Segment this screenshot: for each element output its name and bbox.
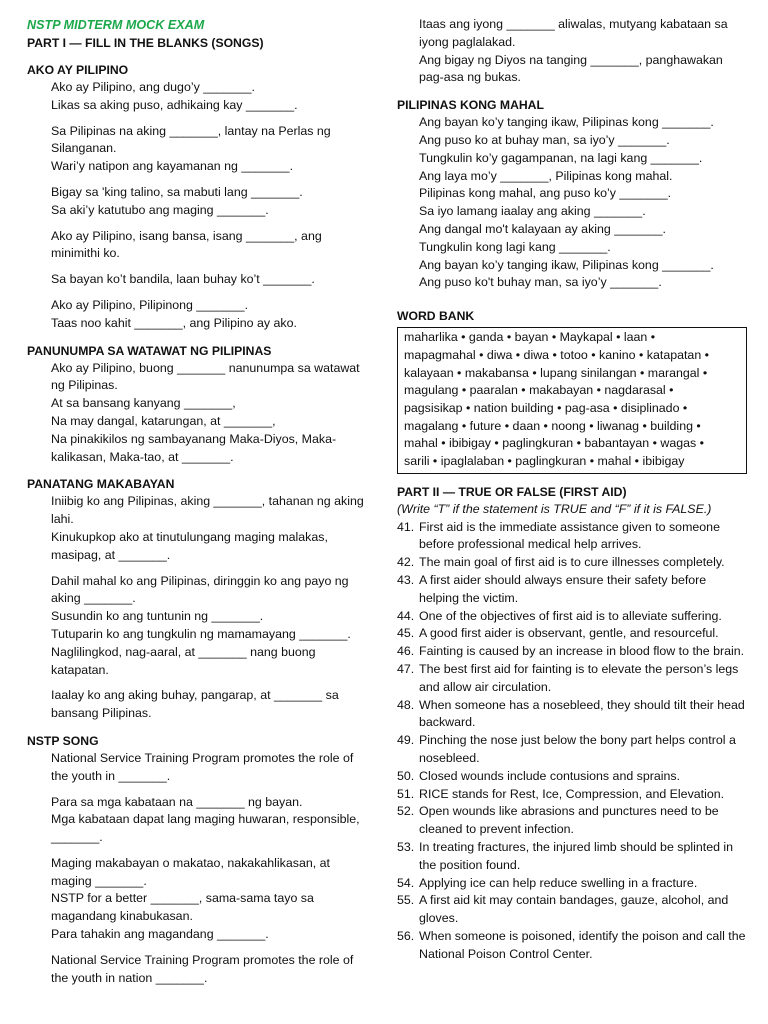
song-title-panatang-makabayan: PANATANG MAKABAYAN	[27, 477, 175, 492]
lyric-line: Na may dangal, katarungan, at _______,	[51, 413, 276, 428]
lyric-line: Itaas ang iyong _______ aliwalas, mutyang kabataan sa iyong paglalakad.	[419, 17, 728, 49]
lyric-line: Naglilingkod, nag-aaral, at _______ nang buong katapatan.	[51, 644, 316, 677]
question-number: 56.	[397, 928, 415, 943]
stanza	[27, 952, 373, 988]
question-item	[397, 554, 747, 572]
stanza	[27, 573, 373, 680]
lyric-line: Dahil mahal ko ang Pilipinas, diringgin ko ang payo ng aking _______.	[51, 573, 349, 606]
word-bank-heading: WORD BANK	[397, 309, 475, 324]
lyric-line: Ako ay Pilipino, ang dugo’y _______.	[51, 80, 255, 94]
lyric-line: Bigay sa 'king talino, sa mabuti lang _______.	[51, 184, 303, 199]
question-number: 47.	[397, 661, 415, 676]
lyric-line: Ako ay Pilipino, isang bansa, isang _______, ang minimithi ko.	[51, 228, 322, 261]
part1-heading: PART I — FILL IN THE BLANKS (SONGS)	[27, 36, 264, 50]
lyric-line: National Service Training Program promotes the role of the youth in nation _______.	[51, 952, 354, 985]
word-bank-line: magalang • future • daan • noong • liwanag • building •	[404, 418, 701, 433]
question-number: 43.	[397, 572, 415, 587]
word-bank-line: magulang • paaralan • makabayan • nagdarasal •	[404, 383, 674, 398]
question-item	[397, 786, 747, 804]
lyric-line: Tungkulin kong lagi kang _______.	[419, 239, 611, 254]
word-bank-line: pagsisikap • nation building • pag-asa • disiplinado •	[404, 400, 688, 415]
question-number: 41.	[397, 519, 415, 534]
question-number: 48.	[397, 697, 415, 712]
question-text: Pinching the nose just below the bony part helps control a nosebleed.	[419, 733, 736, 765]
song-title-panunumpa: PANUNUMPA SA WATAWAT NG PILIPINAS	[27, 343, 272, 358]
question-text: Open wounds like abrasions and punctures need to be cleaned to prevent infection.	[419, 804, 719, 837]
question-text: First aid is the immediate assistance given to someone before professional medical help arrives.	[419, 519, 720, 552]
exam-title: NSTP MIDTERM MOCK EXAM	[27, 18, 205, 32]
stanza	[27, 750, 373, 786]
question-item	[397, 732, 747, 768]
word-bank-line: maharlika • ganda • bayan • Maykapal • laan •	[404, 330, 656, 345]
question-number: 45.	[397, 626, 415, 641]
lyric-line: Sa Pilipinas na aking _______, lantay na Perlas ng Silanganan.	[51, 123, 331, 156]
lyric-line: Para tahakin ang magandang _______.	[51, 927, 269, 942]
question-item	[397, 625, 747, 643]
question-item	[397, 875, 747, 893]
part2-heading: PART II — TRUE OR FALSE (FIRST AID)	[397, 484, 627, 499]
stanza	[27, 123, 373, 176]
lyric-line: Ang bayan ko’y tanging ikaw, Pilipinas kong _______.	[419, 115, 714, 130]
lyric-line: Tungkulin ko’y gagampanan, na lagi kang _______.	[419, 150, 703, 165]
stanza	[27, 79, 373, 115]
right-column	[397, 16, 747, 964]
question-text: The best first aid for fainting is to elevate the person’s legs and allow air circulation.	[419, 661, 739, 694]
lyric-line: Sa iyo lamang iaalay ang aking _______.	[419, 204, 646, 219]
lyric-line: Maging makabayan o makatao, nakakahlikasan, at maging _______.	[51, 855, 330, 888]
question-text: Applying ice can help reduce swelling in a fracture.	[419, 875, 698, 890]
question-number: 53.	[397, 839, 415, 854]
word-bank-line: sarili • ipaglalaban • paglingkuran • mahal • ibibigay	[404, 454, 685, 469]
lyric-line: At sa bansang kanyang _______,	[51, 396, 236, 411]
lyric-line: Ang bigay ng Diyos na tanging _______, panghawakan pag-asa ng bukas.	[419, 52, 723, 85]
question-item	[397, 697, 747, 733]
question-text: RICE stands for Rest, Ice, Compression, and Elevation.	[419, 786, 725, 801]
lyric-line: Para sa mga kabataan na _______ ng bayan.	[51, 794, 303, 809]
lyric-line: Ang laya mo’y _______, Pilipinas kong mahal.	[419, 168, 673, 183]
word-bank-line: mapagmahal • diwa • diwa • totoo • kanino • katapatan •	[404, 347, 709, 362]
lyric-line: Susundin ko ang tuntunin ng _______.	[51, 609, 264, 624]
question-number: 42.	[397, 555, 415, 570]
question-item	[397, 803, 747, 839]
question-item	[397, 643, 747, 661]
question-text: Closed wounds include contusions and sprains.	[419, 768, 681, 783]
lyric-line: Mga kabataan dapat lang maging huwaran, responsible, _______.	[51, 812, 360, 845]
question-number: 46.	[397, 644, 415, 659]
lyric-line: Na pinakikilos ng sambayanang Maka-Diyos, Maka-kalikasan, Maka-tao, at _______.	[51, 431, 337, 464]
question-text: A first aid kit may contain bandages, gauze, alcohol, and gloves.	[419, 893, 729, 926]
question-item	[397, 768, 747, 786]
stanza	[27, 687, 373, 723]
lyric-line: Kinukupkop ako at tinutulungang maging malakas, masipag, at _______.	[51, 529, 328, 562]
question-item	[397, 928, 747, 964]
question-item	[397, 839, 747, 875]
lyric-line: Ang puso ko't buhay man, sa iyo’y _______.	[419, 275, 662, 290]
true-false-list	[397, 519, 747, 964]
question-text: Fainting is caused by an increase in blood flow to the brain.	[419, 644, 745, 659]
stanza	[397, 114, 747, 292]
question-number: 52.	[397, 804, 415, 819]
question-number: 44.	[397, 608, 415, 623]
word-bank-box	[397, 327, 747, 474]
lyric-line: Pilipinas kong mahal, ang puso ko’y _______.	[419, 186, 672, 201]
lyric-line: Taas noo kahit _______, ang Pilipino ay ako.	[51, 315, 297, 330]
question-item	[397, 608, 747, 626]
word-bank-line: kalayaan • makabansa • lupang sinilangan • marangal •	[404, 365, 708, 380]
question-text: A good first aider is observant, gentle, and resourceful.	[419, 626, 719, 641]
lyric-line: Sa bayan ko’t bandila, laan buhay ko’t _______.	[51, 272, 315, 287]
question-number: 55.	[397, 893, 415, 908]
word-bank-line: mahal • ibibigay • paglingkuran • babantayan • wagas •	[404, 436, 704, 451]
song-title-pilipinas-kong-mahal: PILIPINAS KONG MAHAL	[397, 98, 544, 113]
question-item	[397, 892, 747, 928]
lyric-line: Ang dangal mo't kalayaan ay aking _______.	[419, 221, 666, 236]
question-text: A first aider should always ensure their safety before helping the victim.	[419, 572, 707, 605]
stanza	[27, 271, 373, 289]
lyric-line: Ang puso ko at buhay man, sa iyo’y _______.	[419, 132, 670, 147]
lyric-line: Iaalay ko ang aking buhay, pangarap, at _______ sa bansang Pilipinas.	[51, 688, 339, 721]
stanza	[27, 184, 373, 220]
question-text: The main goal of first aid is to cure illnesses completely.	[419, 555, 725, 570]
stanza	[27, 855, 373, 944]
lyric-line: Wari’y natipon ang kayamanan ng _______.	[51, 159, 294, 174]
song-title-nstp-song: NSTP SONG	[27, 733, 99, 748]
question-number: 50.	[397, 768, 415, 783]
question-text: When someone is poisoned, identify the poison and call the National Poison Control Center.	[419, 928, 746, 961]
question-text: When someone has a nosebleed, they should tilt their head backward.	[419, 697, 745, 730]
lyric-line: Ako ay Pilipino, Pilipinong _______.	[51, 297, 249, 312]
question-item	[397, 519, 747, 555]
question-item	[397, 661, 747, 697]
question-item	[397, 572, 747, 608]
lyric-line: National Service Training Program promotes the role of the youth in _______.	[51, 750, 354, 783]
stanza	[27, 493, 373, 564]
lyric-line: Tutuparin ko ang tungkulin ng mamamayang _______.	[51, 626, 351, 641]
question-number: 51.	[397, 786, 415, 801]
song-title-ako-ay-pilipino: AKO AY PILIPINO	[27, 63, 129, 77]
stanza	[397, 16, 747, 87]
part2-instruction: (Write “T” if the statement is TRUE and “F” if it is FALSE.)	[397, 501, 712, 516]
stanza	[27, 360, 373, 467]
question-number: 54.	[397, 875, 415, 890]
left-column	[27, 16, 373, 987]
stanza	[27, 794, 373, 847]
lyric-line: NSTP for a better _______, sama-sama tayo sa magandang kinabukasan.	[51, 891, 314, 924]
lyric-line: Iniibig ko ang Pilipinas, aking _______, tahanan ng aking lahi.	[51, 494, 364, 527]
question-number: 49.	[397, 733, 415, 748]
lyric-line: Sa aki’y katutubo ang maging _______.	[51, 202, 269, 217]
question-text: One of the objectives of first aid is to alleviate suffering.	[419, 608, 722, 623]
lyric-line: Likas sa aking puso, adhikaing kay _______.	[51, 97, 298, 112]
lyric-line: Ako ay Pilipino, buong _______ nanunumpa sa watawat ng Pilipinas.	[51, 360, 360, 393]
lyric-line: Ang bayan ko’y tanging ikaw, Pilipinas kong _______.	[419, 257, 714, 272]
question-text: In treating fractures, the injured limb should be splinted in the position found.	[419, 839, 734, 872]
stanza	[27, 297, 373, 333]
stanza	[27, 228, 373, 264]
